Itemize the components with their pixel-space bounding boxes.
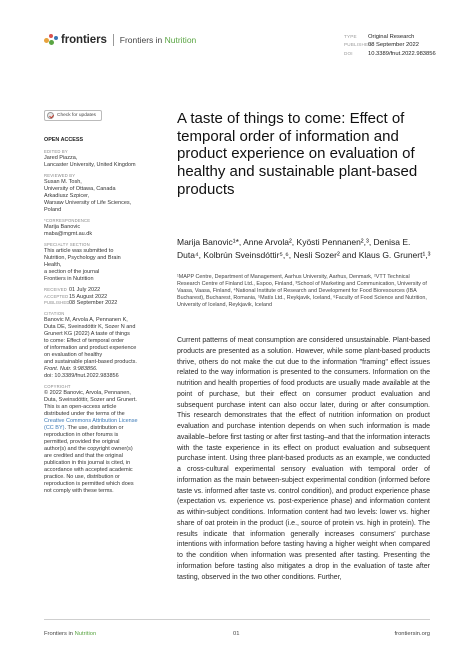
correspondence-label: *CORRESPONDENCE [44, 218, 91, 223]
copyright-line: author(s) and the copyright owner(s) [44, 445, 133, 452]
specialty-line: Health, [44, 262, 62, 268]
journal-logo[interactable] [44, 33, 196, 47]
edited-by-line: Lancaster University, United Kingdom [44, 162, 136, 168]
copyright-line: accordance with accepted academic [44, 466, 133, 473]
edited-by-label: EDITED BY [44, 149, 68, 154]
dates-section [44, 287, 154, 307]
logo-divider [113, 34, 114, 46]
citation-label: CITATION [44, 310, 65, 316]
citation-line: on evaluation of healthy [44, 351, 103, 358]
article-title: A taste of things to come: Effect of temporal order of information and product experience on evaluation of healthy and sustainable plant-based products [177, 110, 418, 198]
page-number: 01 [233, 631, 240, 637]
affiliations: ¹MAPP Centre, Department of Management, Aarhus University, Aarhus, Denmark, ²VTT Technical Research Centre of Finland Ltd., Espoo, Finland, ³School of Marketing and Communication, University of Vaasa, Vaasa, Finland, ⁴National Institute of Research and Development for Food Bioresources (IBA Bucharest), Bucharest, Romania, ⁵Matís Ltd., Reykjavik, Iceland, ⁶Faculty of Food Science and Nutrition, University of Iceland, Reykjavik, Iceland [177, 274, 427, 309]
page-header [44, 33, 434, 73]
copyright-line: © 2022 Banovic, Arvola, Pennanen, [44, 389, 131, 396]
reviewer-line: Warsaw University of Life Sciences, [44, 200, 132, 206]
reviewer-line: University of Ottawa, Canada [44, 186, 116, 192]
journal-name: Frontiers in Nutrition [119, 35, 197, 45]
citation-line: Front. Nutr. 9:983856. [44, 365, 98, 372]
copyright-label: COPYRIGHT [44, 383, 71, 389]
check-updates-label: Check for updates [57, 113, 96, 118]
copyright-line: practice. No use, distribution or [44, 473, 120, 480]
published-date-label: PUBLISHED [44, 300, 70, 306]
abstract-text: Current patterns of meat consumption are considered unsustainable. Plant-based products are presented as a solution. However, while some plant-based products thrive, others do not make the cut due to the information "framing" effect issues related to the way information is presented to the consumers. Information on the nutrition and health properties of food products are usually made available at the point of purchase, but their effect on consumer product evaluation and subsequent purchase intent can also occur later, during or after consumption. This research demonstrates that the effect of nutrition information on product evaluation and purchase intention depends on when such information is made available–before first tasting or after first tasting–and that the information interacts with the taste experience in its effect on product evaluation and subsequent purchase intent. Using three plant-based products as an example, we conducted a cross-cultural experimental sensory evaluation with temporal order of information as the main between-subject experimental condition (informed before taste vs. informed after taste vs. control condition), and product experience phase (expectation vs. experience vs. post-experience phase) and information content as within-subject conditions. Information content had two levels: lower vs. higher share of oat protein in the product (i.e., source of protein vs. high in protein). The results indicate that information generally increases consumers' purchase intentions with information before tasting having a higher weight when compared to the condition when information was presented after tasting. Presenting the information before tasting also mitigates a drop in the evaluation of taste after tasting, observed in the two other conditions. Further, [177, 337, 430, 581]
citation-doi[interactable]: doi: 10.3389/fnut.2022.983856 [44, 372, 119, 379]
article-meta [344, 33, 436, 58]
published-value: 08 September 2022 [368, 42, 419, 49]
specialty-line: a section of the journal [44, 269, 100, 275]
correspondence-section [44, 218, 154, 238]
correspondence-email[interactable]: maba@mgmt.au.dk [44, 231, 93, 237]
citation-section [44, 311, 154, 380]
citation-line: to come: Effect of temporal order [44, 337, 124, 344]
specialty-label: SPECIALTY SECTION [44, 242, 90, 247]
doi-label: DOI [344, 50, 353, 56]
specialty-line: Frontiers in Nutrition [44, 276, 94, 282]
article-sidebar [44, 110, 154, 499]
citation-line: Duta DE, Sveinsdóttir K, Sozer N and [44, 323, 136, 330]
specialty-line: This article was submitted to [44, 248, 114, 254]
footer-divider [44, 619, 430, 620]
copyright-section [44, 384, 154, 495]
specialty-section [44, 242, 154, 283]
copyright-line: permitted, provided the original [44, 438, 120, 445]
specialty-line: Nutrition, Psychology and Brain [44, 255, 121, 261]
published-label: PUBLISHED [344, 42, 372, 48]
license-link[interactable]: (CC BY). The use, distribution or [44, 424, 124, 431]
check-for-updates-button[interactable] [44, 110, 102, 121]
accepted-date: 15 August 2022 [69, 293, 108, 300]
published-date: 08 September 2022 [69, 300, 118, 307]
type-value: Original Research [368, 34, 415, 40]
reviewer-line: Arkadiusz Szpicer, [44, 193, 90, 199]
reviewer-line: Poland [44, 207, 62, 213]
citation-line: and sustainable plant-based products. [44, 358, 137, 365]
frontiers-logo-icon [44, 33, 58, 47]
received-date: 01 July 2022 [69, 287, 101, 293]
edited-by-section [44, 149, 154, 169]
license-link[interactable]: Creative Commons Attribution License [44, 417, 138, 424]
reviewed-by-label: REVIEWED BY [44, 173, 76, 178]
open-access-heading: OPEN ACCESS [44, 137, 84, 143]
copyright-line: This is an open-access article [44, 403, 117, 410]
copyright-line: Duta, Sveinsdóttir, Sozer and Grunert. [44, 396, 137, 403]
copyright-line: distributed under the terms of the [44, 410, 125, 417]
reviewer-line: Susan M. Tosh, [44, 179, 82, 185]
check-updates-icon [47, 112, 54, 119]
author-list: Marija Banovic¹*, Anne Arvola², Kyösti Pennanen²,³, Denisa E. Duta⁴, Kolbrún Sveinsdóttir⁵,⁶, Nesli Sozer² and Klaus G. Grunert¹,³ [177, 237, 431, 260]
reviewed-by-section [44, 173, 154, 214]
edited-by-line: Jared Piazza, [44, 155, 78, 161]
copyright-line: reproduction is permitted which does [44, 480, 134, 487]
copyright-line: reproduction in other forums is [44, 431, 119, 438]
type-label: TYPE [344, 34, 357, 39]
doi-link[interactable]: 10.3389/fnut.2022.983856 [368, 50, 436, 57]
citation-line: Grunert KG (2022) A taste of things [44, 330, 130, 337]
accepted-label: ACCEPTED [44, 293, 69, 299]
copyright-line: are credited and that the original [44, 452, 123, 459]
citation-line: of information and product experience [44, 344, 137, 351]
correspondence-name: Marija Banovic [44, 224, 81, 230]
copyright-line: not comply with these terms. [44, 487, 114, 494]
copyright-line: publication in this journal is cited, in [44, 459, 131, 466]
brand-name: frontiers [61, 34, 107, 46]
footer-site-link[interactable]: frontiersin.org [394, 631, 430, 637]
footer-journal: Frontiers in Nutrition [44, 631, 97, 637]
citation-line: Banovic M, Arvola A, Pennanen K, [44, 316, 128, 323]
received-label: RECEIVED [44, 287, 68, 292]
